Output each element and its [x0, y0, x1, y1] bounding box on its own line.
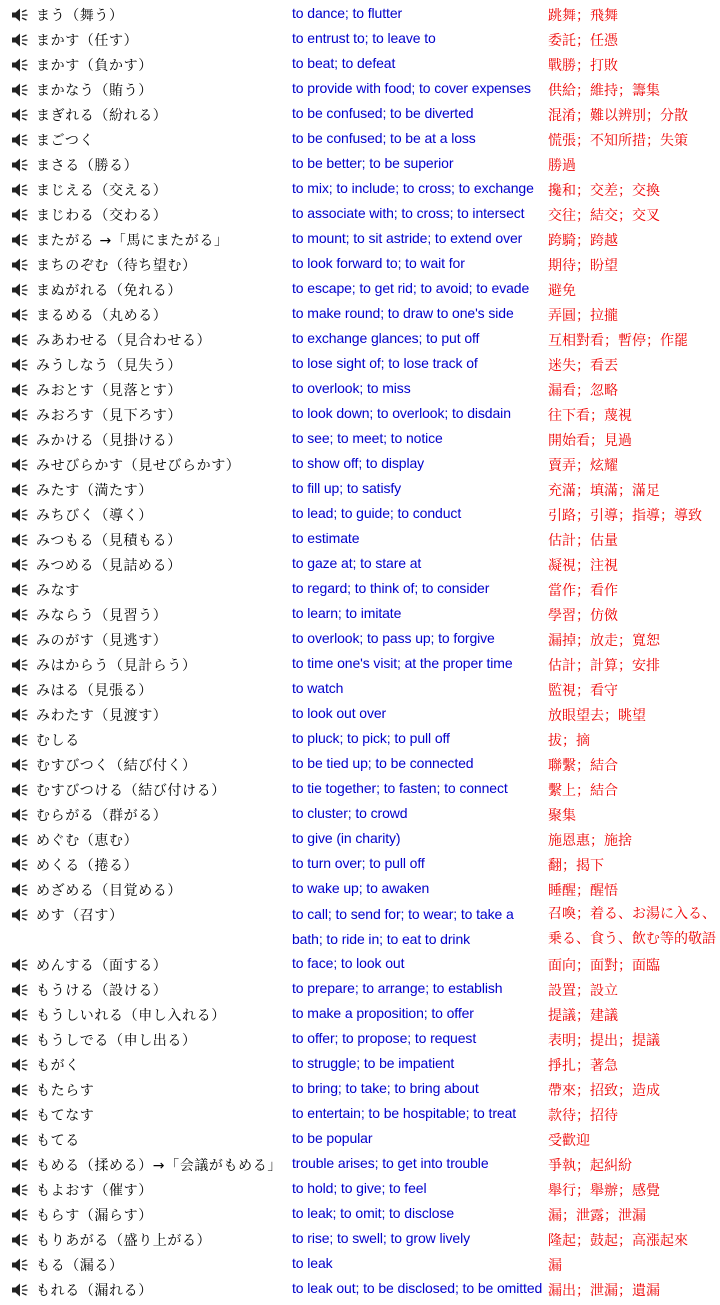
list-item	[0, 1252, 720, 1277]
chinese-meaning: 放眼望去；眺望	[548, 708, 646, 724]
japanese-word: まう（舞う）	[36, 8, 124, 24]
speaker-icon[interactable]	[11, 1007, 29, 1023]
chinese-meaning: 混淆；難以辨別；分散	[548, 108, 688, 124]
english-meaning: trouble arises; to get into trouble	[292, 1155, 489, 1171]
japanese-word: むらがる（群がる）	[36, 808, 168, 824]
list-item	[0, 902, 720, 952]
japanese-word: めくる（捲る）	[36, 858, 139, 874]
english-meaning: to give (in charity)	[292, 830, 401, 846]
chinese-meaning: 漏；泄露；泄漏	[548, 1208, 646, 1224]
list-item	[0, 527, 720, 552]
english-meaning: to make round; to draw to one's side	[292, 305, 514, 321]
english-meaning: to face; to look out	[292, 955, 405, 971]
english-meaning-line: to call; to send for; to wear; to take a	[292, 906, 514, 922]
speaker-icon[interactable]	[11, 807, 29, 823]
english-meaning: to lose sight of; to lose track of	[292, 355, 478, 371]
english-meaning: to escape; to get rid; to avoid; to evade	[292, 280, 530, 296]
english-meaning: to bring; to take; to bring about	[292, 1080, 479, 1096]
speaker-icon[interactable]	[11, 857, 29, 873]
chinese-meaning: 弄圓；拉攏	[548, 308, 618, 324]
list-item	[0, 977, 720, 1002]
speaker-icon[interactable]	[11, 757, 29, 773]
chinese-meaning: 面向；面對；面臨	[548, 958, 660, 974]
list-item	[0, 252, 720, 277]
english-meaning: to entrust to; to leave to	[292, 30, 436, 46]
list-item	[0, 577, 720, 602]
chinese-meaning: 慌張；不知所措；失策	[548, 133, 688, 149]
speaker-icon[interactable]	[11, 282, 29, 298]
speaker-icon[interactable]	[11, 7, 29, 23]
chinese-meaning: 往下看；蔑視	[548, 408, 632, 424]
english-meaning: to prepare; to arrange; to establish	[292, 980, 503, 996]
english-meaning: to leak	[292, 1255, 333, 1271]
japanese-word: みはる（見張る）	[36, 683, 153, 699]
speaker-icon[interactable]	[11, 532, 29, 548]
english-meaning: to provide with food; to cover expenses	[292, 80, 531, 96]
english-meaning: to tie together; to fasten; to connect	[292, 780, 508, 796]
japanese-word: もうしでる（申し出る）	[36, 1033, 197, 1049]
japanese-word: もたらす	[36, 1083, 95, 1099]
english-meaning: to hold; to give; to feel	[292, 1180, 427, 1196]
japanese-word: みおとす（見落とす）	[36, 383, 182, 399]
japanese-word: むすびつける（結び付ける）	[36, 783, 226, 799]
english-meaning: to be confused; to be diverted	[292, 105, 474, 121]
list-item	[0, 877, 720, 902]
speaker-icon[interactable]	[11, 432, 29, 448]
list-item	[0, 652, 720, 677]
speaker-icon[interactable]	[11, 457, 29, 473]
speaker-icon[interactable]	[11, 882, 29, 898]
japanese-word: まぎれる（紛れる）	[36, 108, 168, 124]
chinese-meaning: 勝過	[548, 158, 576, 174]
chinese-meaning: 凝視；注視	[548, 558, 618, 574]
chinese-meaning: 隆起；鼓起；高漲起來	[548, 1233, 688, 1249]
speaker-icon[interactable]	[11, 607, 29, 623]
english-meaning: to beat; to defeat	[292, 55, 396, 71]
english-meaning: to leak; to omit; to disclose	[292, 1205, 455, 1221]
speaker-icon[interactable]	[11, 257, 29, 273]
chinese-meaning: 互相對看；暫停；作罷	[548, 333, 688, 349]
chinese-meaning: 受歡迎	[548, 1133, 590, 1149]
japanese-word: みつめる（見詰める）	[36, 558, 182, 574]
speaker-icon[interactable]	[11, 982, 29, 998]
english-meaning: to dance; to flutter	[292, 5, 403, 21]
chinese-meaning: 提議；建議	[548, 1008, 618, 1024]
list-item	[0, 777, 720, 802]
speaker-icon[interactable]	[11, 632, 29, 648]
speaker-icon[interactable]	[11, 707, 29, 723]
english-meaning: to be popular	[292, 1130, 373, 1146]
speaker-icon[interactable]	[11, 582, 29, 598]
chinese-meaning: 聚集	[548, 808, 576, 824]
chinese-meaning: 繫上；結合	[548, 783, 618, 799]
speaker-icon[interactable]	[11, 1057, 29, 1073]
list-item	[0, 1102, 720, 1127]
list-item	[0, 202, 720, 227]
japanese-word: みなす	[36, 583, 80, 599]
english-meaning: to overlook; to pass up; to forgive	[292, 630, 495, 646]
list-item	[0, 852, 720, 877]
english-meaning: to watch	[292, 680, 344, 696]
speaker-icon[interactable]	[11, 1182, 29, 1198]
list-item	[0, 177, 720, 202]
english-meaning: to pluck; to pick; to pull off	[292, 730, 450, 746]
english-meaning: to entertain; to be hospitable; to treat	[292, 1105, 517, 1121]
vocab-list	[0, 2, 720, 1302]
speaker-icon[interactable]	[11, 182, 29, 198]
english-meaning: to fill up; to satisfy	[292, 480, 402, 496]
english-meaning: to lead; to guide; to conduct	[292, 505, 462, 521]
japanese-word: もがく	[36, 1058, 80, 1074]
japanese-word: まかす（任す）	[36, 33, 139, 49]
list-item	[0, 427, 720, 452]
japanese-word: めぐむ（恵む）	[36, 833, 139, 849]
chinese-meaning: 委託；任憑	[548, 33, 618, 49]
chinese-meaning: 充滿；填滿；滿足	[548, 483, 660, 499]
speaker-icon[interactable]	[11, 307, 29, 323]
english-meaning: to offer; to propose; to request	[292, 1030, 477, 1046]
japanese-word: もうしいれる（申し入れる）	[36, 1008, 226, 1024]
japanese-word: まぬがれる（免れる）	[36, 283, 182, 299]
chinese-meaning	[548, 902, 720, 952]
english-meaning: to look out over	[292, 705, 387, 721]
chinese-meaning: 舉行；舉辦；感覺	[548, 1183, 660, 1199]
chinese-meaning: 爭執；起糾紛	[548, 1158, 632, 1174]
english-meaning: to learn; to imitate	[292, 605, 402, 621]
chinese-meaning: 拔；摘	[548, 733, 590, 749]
speaker-icon[interactable]	[11, 1232, 29, 1248]
japanese-word: みつもる（見積もる）	[36, 533, 182, 549]
chinese-meaning: 估計；估量	[548, 533, 618, 549]
english-meaning: to regard; to think of; to consider	[292, 580, 490, 596]
speaker-icon[interactable]	[11, 782, 29, 798]
list-item	[0, 1127, 720, 1152]
speaker-icon[interactable]	[11, 1132, 29, 1148]
list-item	[0, 402, 720, 427]
speaker-icon[interactable]	[11, 107, 29, 123]
japanese-word: もめる（揉める）→「会議がもめる」	[36, 1158, 282, 1174]
speaker-icon[interactable]	[11, 357, 29, 373]
japanese-word: まるめる（丸める）	[36, 308, 168, 324]
japanese-word: みおろす（見下ろす）	[36, 408, 182, 424]
list-item	[0, 1277, 720, 1302]
english-meaning: to see; to meet; to notice	[292, 430, 443, 446]
speaker-icon[interactable]	[11, 332, 29, 348]
chinese-meaning: 交往；結交；交叉	[548, 208, 660, 224]
english-meaning: to be better; to be superior	[292, 155, 454, 171]
speaker-icon[interactable]	[11, 657, 29, 673]
list-item	[0, 702, 720, 727]
japanese-word: またがる →「馬にまたがる」	[36, 233, 229, 249]
chinese-meaning: 跳舞；飛舞	[548, 8, 618, 24]
japanese-word: みちびく（導く）	[36, 508, 153, 524]
list-item	[0, 152, 720, 177]
english-meaning: to look forward to; to wait for	[292, 255, 465, 271]
japanese-word: みうしなう（見失う）	[36, 358, 182, 374]
list-item	[0, 1177, 720, 1202]
chinese-meaning: 攙和；交差；交換	[548, 183, 660, 199]
chinese-meaning: 供給；維持；籌集	[548, 83, 660, 99]
japanese-word: みあわせる（見合わせる）	[36, 333, 212, 349]
speaker-icon[interactable]	[11, 507, 29, 523]
chinese-meaning: 掙扎；著急	[548, 1058, 618, 1074]
chinese-meaning-line: 乗る、食う、飲む等的敬語	[548, 931, 716, 947]
speaker-icon[interactable]	[11, 1107, 29, 1123]
japanese-word: めす（召す）	[36, 908, 124, 924]
speaker-icon[interactable]	[11, 1257, 29, 1273]
list-item	[0, 2, 720, 27]
speaker-icon[interactable]	[11, 1207, 29, 1223]
chinese-meaning: 表明；提出；提議	[548, 1033, 660, 1049]
english-meaning: to be tied up; to be connected	[292, 755, 474, 771]
japanese-word: みのがす（見逃す）	[36, 633, 168, 649]
list-item	[0, 502, 720, 527]
list-item	[0, 52, 720, 77]
list-item	[0, 27, 720, 52]
japanese-word: もよおす（催す）	[36, 1183, 153, 1199]
list-item	[0, 302, 720, 327]
chinese-meaning: 施恩惠；施捨	[548, 833, 632, 849]
english-meaning: to wake up; to awaken	[292, 880, 430, 896]
speaker-icon[interactable]	[11, 157, 29, 173]
japanese-word: まちのぞむ（待ち望む）	[36, 258, 197, 274]
english-meaning-line: bath; to ride in; to eat to drink	[292, 931, 471, 947]
chinese-meaning: 引路；引導；指導；導致	[548, 508, 702, 524]
list-item	[0, 477, 720, 502]
japanese-word: もてなす	[36, 1108, 95, 1124]
speaker-icon[interactable]	[11, 57, 29, 73]
japanese-word: まかなう（賄う）	[36, 83, 153, 99]
chinese-meaning: 監視；看守	[548, 683, 618, 699]
japanese-word: まかす（負かす）	[36, 58, 153, 74]
chinese-meaning: 開始看；見過	[548, 433, 632, 449]
speaker-icon[interactable]	[11, 232, 29, 248]
list-item	[0, 1202, 720, 1227]
english-meaning: to rise; to swell; to grow lively	[292, 1230, 470, 1246]
chinese-meaning: 賣弄；炫耀	[548, 458, 618, 474]
list-item	[0, 752, 720, 777]
japanese-word: まじえる（交える）	[36, 183, 168, 199]
japanese-word: まさる（勝る）	[36, 158, 139, 174]
chinese-meaning: 當作；看作	[548, 583, 618, 599]
chinese-meaning: 避免	[548, 283, 576, 299]
japanese-word: もうける（設ける）	[36, 983, 168, 999]
japanese-word: むしる	[36, 733, 80, 749]
list-item	[0, 352, 720, 377]
list-item	[0, 102, 720, 127]
english-meaning: to gaze at; to stare at	[292, 555, 422, 571]
list-item	[0, 1052, 720, 1077]
list-item	[0, 727, 720, 752]
english-meaning: to be confused; to be at a loss	[292, 130, 476, 146]
speaker-icon[interactable]	[11, 732, 29, 748]
list-item	[0, 227, 720, 252]
list-item	[0, 277, 720, 302]
english-meaning: to struggle; to be impatient	[292, 1055, 455, 1071]
chinese-meaning: 漏掉；放走；寬恕	[548, 633, 660, 649]
chinese-meaning: 聯繫；結合	[548, 758, 618, 774]
list-item	[0, 377, 720, 402]
speaker-icon[interactable]	[11, 82, 29, 98]
japanese-word: みならう（見習う）	[36, 608, 168, 624]
japanese-word: むすびつく（結び付く）	[36, 758, 197, 774]
japanese-word: めんする（面する）	[36, 958, 168, 974]
list-item	[0, 1227, 720, 1252]
japanese-word: まじわる（交わる）	[36, 208, 168, 224]
list-item	[0, 127, 720, 152]
japanese-word: みわたす（見渡す）	[36, 708, 168, 724]
english-meaning: to mount; to sit astride; to extend over	[292, 230, 523, 246]
japanese-word: もりあがる（盛り上がる）	[36, 1233, 212, 1249]
chinese-meaning: 帶來；招致；造成	[548, 1083, 660, 1099]
chinese-meaning: 跨騎；跨越	[548, 233, 618, 249]
list-item	[0, 602, 720, 627]
chinese-meaning: 學習；仿傚	[548, 608, 618, 624]
japanese-word: みかける（見掛ける）	[36, 433, 182, 449]
list-item	[0, 77, 720, 102]
english-meaning: to estimate	[292, 530, 360, 546]
chinese-meaning: 翻；揭下	[548, 858, 604, 874]
chinese-meaning: 漏出；泄漏；遺漏	[548, 1283, 660, 1299]
list-item	[0, 677, 720, 702]
list-item	[0, 327, 720, 352]
speaker-icon[interactable]	[11, 907, 29, 923]
speaker-icon[interactable]	[11, 482, 29, 498]
english-meaning: to leak out; to be disclosed; to be omitted	[292, 1280, 543, 1296]
english-meaning: to time one's visit; at the proper time	[292, 655, 513, 671]
english-meaning: to cluster; to crowd	[292, 805, 408, 821]
speaker-icon[interactable]	[11, 1157, 29, 1173]
chinese-meaning: 款待；招待	[548, 1108, 618, 1124]
english-meaning: to look down; to overlook; to disdain	[292, 405, 511, 421]
japanese-word: もれる（漏れる）	[36, 1283, 153, 1299]
chinese-meaning: 睡醒；醒悟	[548, 883, 618, 899]
japanese-word: めざめる（目覚める）	[36, 883, 182, 899]
english-meaning: to exchange glances; to put off	[292, 330, 480, 346]
english-meaning	[292, 902, 546, 952]
english-meaning: to make a proposition; to offer	[292, 1005, 474, 1021]
japanese-word: みたす（満たす）	[36, 483, 153, 499]
list-item	[0, 827, 720, 852]
chinese-meaning: 迷失；看丟	[548, 358, 618, 374]
english-meaning: to mix; to include; to cross; to exchange	[292, 180, 534, 196]
chinese-meaning: 漏看；忽略	[548, 383, 618, 399]
english-meaning: to turn over; to pull off	[292, 855, 425, 871]
speaker-icon[interactable]	[11, 557, 29, 573]
chinese-meaning: 估計；計算；安排	[548, 658, 660, 674]
speaker-icon[interactable]	[11, 957, 29, 973]
japanese-word: まごつく	[36, 133, 95, 149]
japanese-word: もてる	[36, 1133, 80, 1149]
speaker-icon[interactable]	[11, 32, 29, 48]
chinese-meaning: 漏	[548, 1258, 562, 1274]
speaker-icon[interactable]	[11, 1082, 29, 1098]
list-item	[0, 802, 720, 827]
list-item	[0, 1077, 720, 1102]
list-item	[0, 952, 720, 977]
speaker-icon[interactable]	[11, 207, 29, 223]
chinese-meaning: 設置；設立	[548, 983, 618, 999]
japanese-word: もらす（漏らす）	[36, 1208, 153, 1224]
speaker-icon[interactable]	[11, 132, 29, 148]
list-item	[0, 552, 720, 577]
list-item	[0, 1002, 720, 1027]
english-meaning: to show off; to display	[292, 455, 425, 471]
japanese-word: みせびらかす（見せびらかす）	[36, 458, 241, 474]
english-meaning: to associate with; to cross; to intersect	[292, 205, 525, 221]
japanese-word: もる（漏る）	[36, 1258, 124, 1274]
speaker-icon[interactable]	[11, 407, 29, 423]
speaker-icon[interactable]	[11, 1282, 29, 1298]
list-item	[0, 452, 720, 477]
list-item	[0, 1027, 720, 1052]
speaker-icon[interactable]	[11, 1032, 29, 1048]
speaker-icon[interactable]	[11, 382, 29, 398]
english-meaning: to overlook; to miss	[292, 380, 411, 396]
speaker-icon[interactable]	[11, 682, 29, 698]
list-item	[0, 627, 720, 652]
chinese-meaning: 期待；盼望	[548, 258, 618, 274]
chinese-meaning: 戰勝；打敗	[548, 58, 618, 74]
speaker-icon[interactable]	[11, 832, 29, 848]
japanese-word: みはからう（見計らう）	[36, 658, 197, 674]
list-item	[0, 1152, 720, 1177]
chinese-meaning-line: 召喚；着る、お湯に入る、	[548, 906, 716, 922]
